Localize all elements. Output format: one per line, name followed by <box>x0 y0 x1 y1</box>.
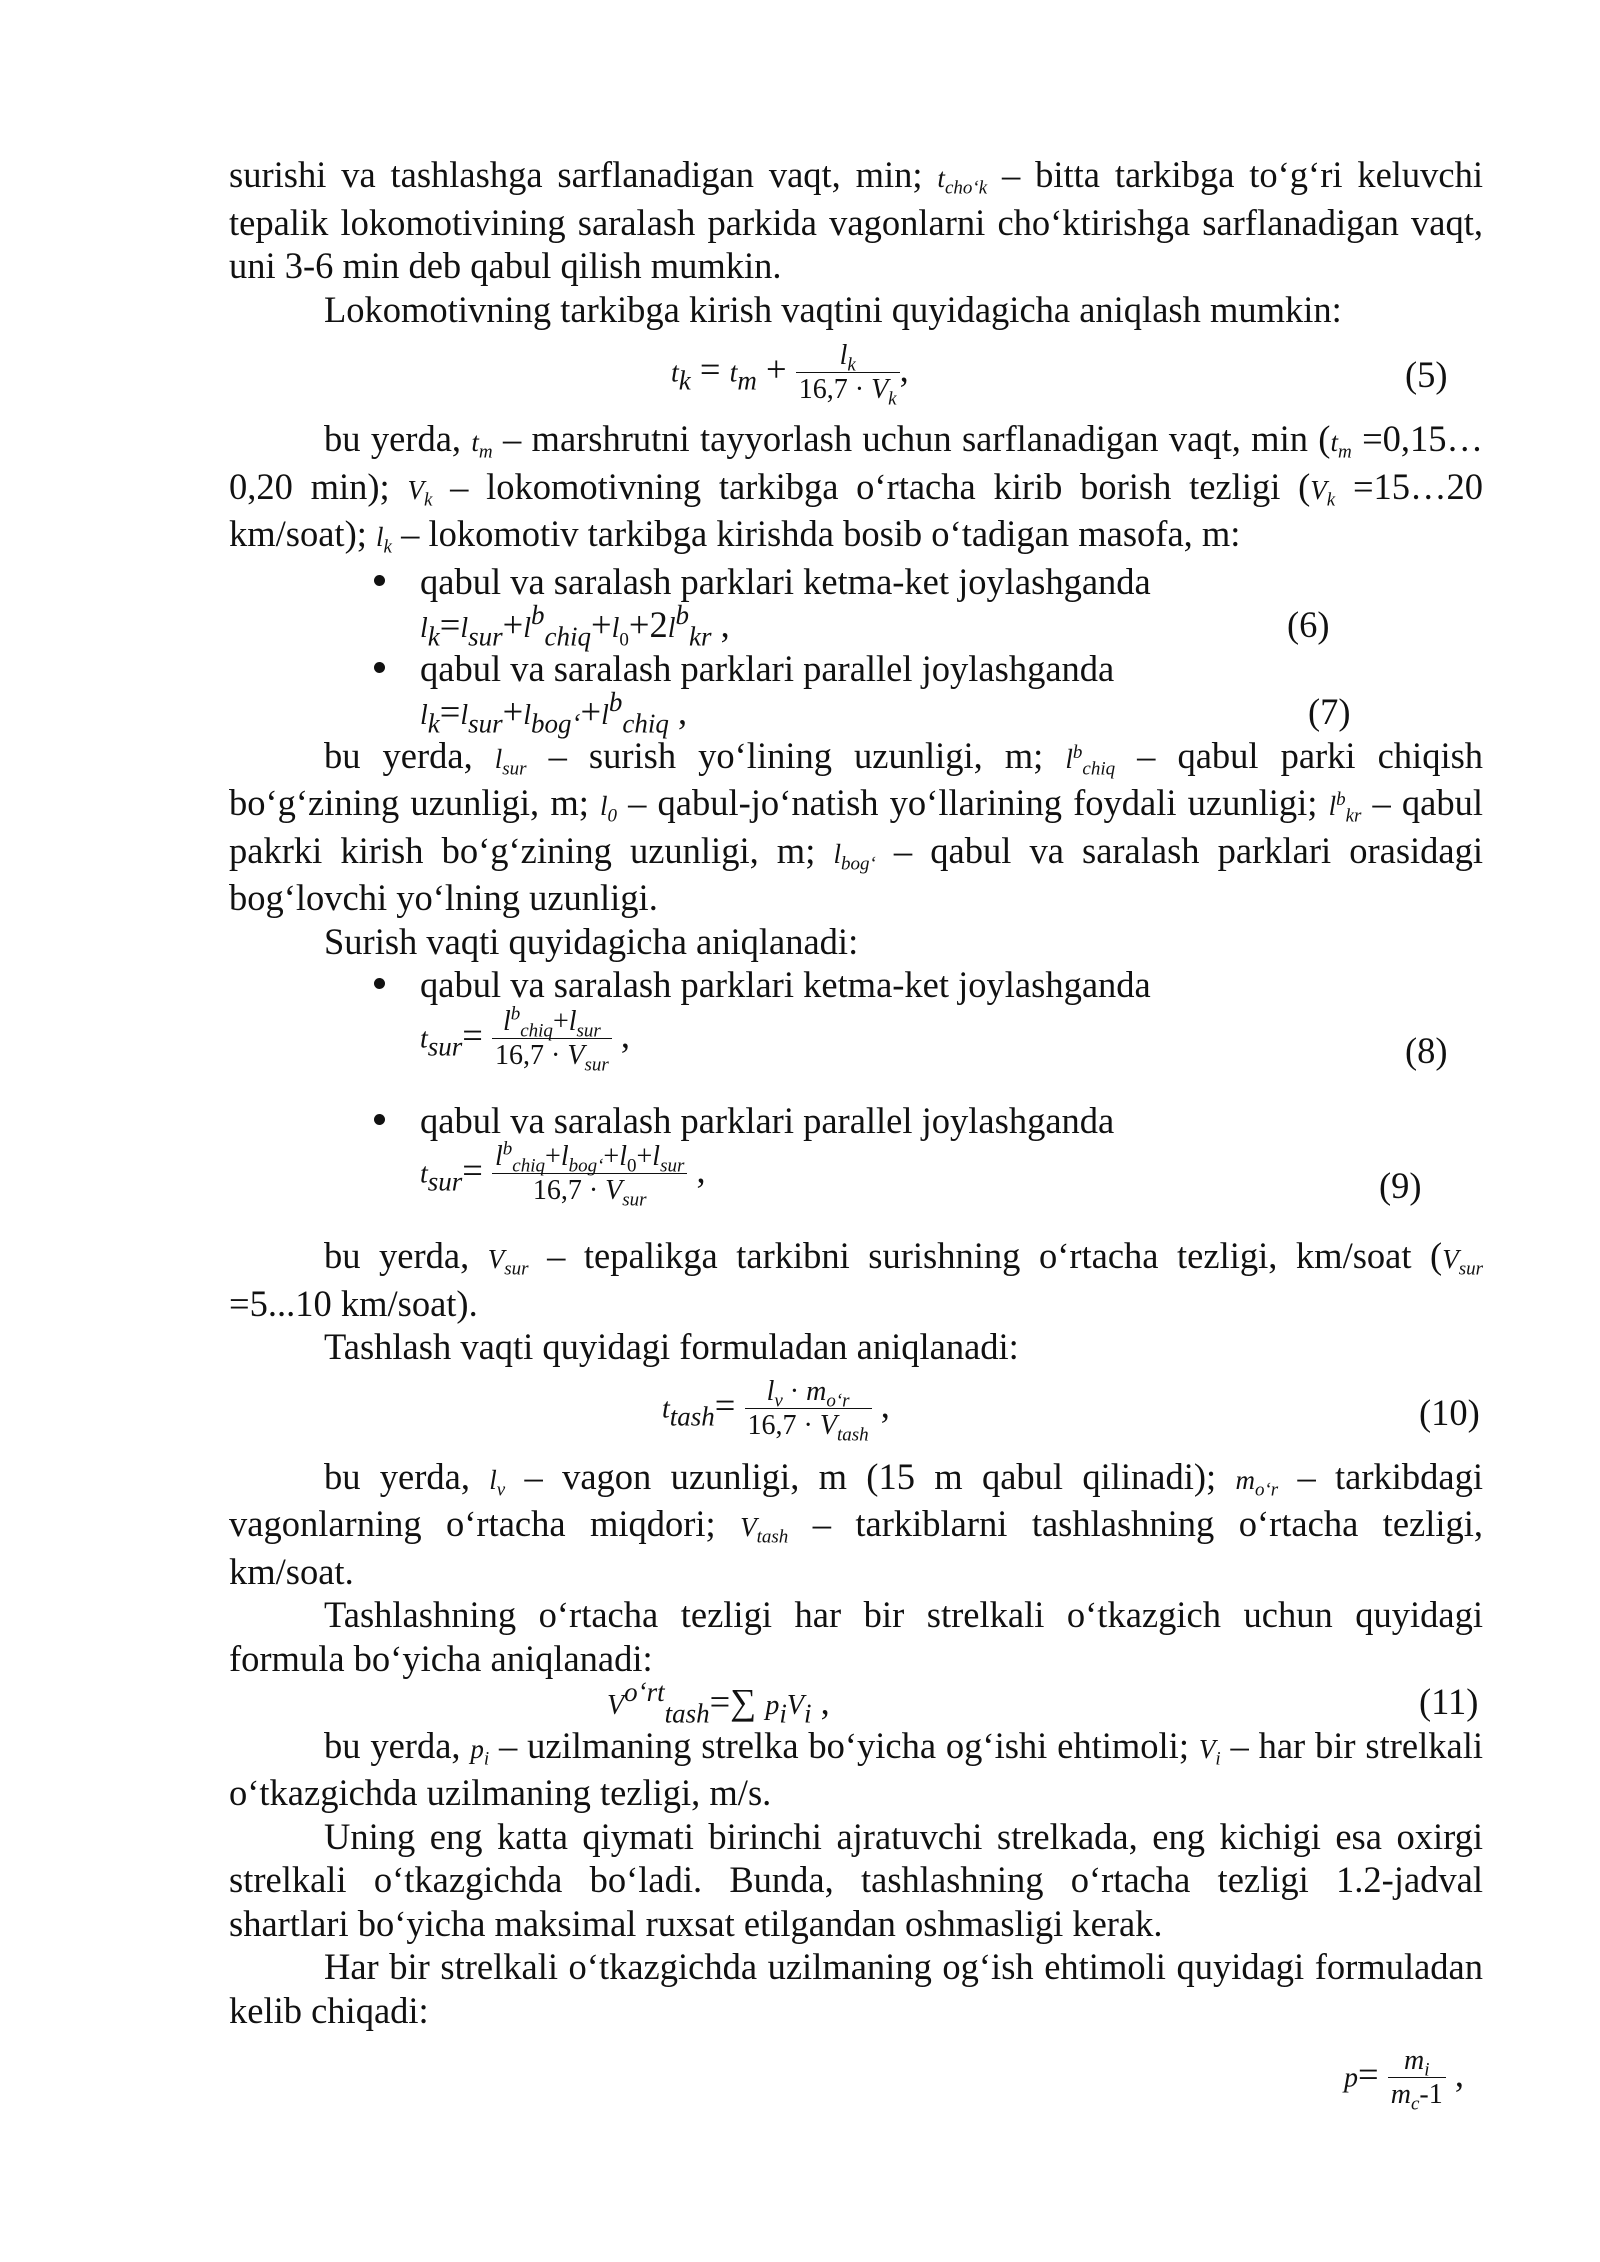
formula-8: $t_{sur}=$ $\frac{l^b_{chiq}+l_{sur}}{16,7 \cdot V_{sur}}$ , (8) <box>420 1003 1448 1076</box>
formula-6: $l_k=l_{sur}+l^b_{chiq}+l_0+2l^b_{kr}$ , (6) <box>420 599 1330 652</box>
paragraph-8: bu yerda, $l_v$ – vagon uzunligi, m (15 m qabul qilinadi); $m_{o‘r}$ – tarkibdagi vagonlarning o‘rtacha miqdori; $V_{tash}$ – tarkiblarni tashlashning o‘rtacha tezligi, km/soat. <box>229 1455 1484 1592</box>
formula-10: $t_{tash}=$ $\frac{l_v \cdot m_{o‘r}}{16,7 \cdot V_{tash}}$ , (10) <box>662 1375 1480 1446</box>
bullet-dot <box>374 978 385 989</box>
paragraph-4: bu yerda, $l_{sur}$ – surish yo‘lining uzunligi, m; $l^b_{chiq}$ – qabul parki chiqish bo‘g‘zining uzunligi, m; $l_0$ – qabul-jo‘natish yo‘llarining foydali uzunligi; $l^b_{kr}$ – qabul pakrki kirish bo‘g‘zining uzunligi, m; $l_{bog‘}$ – qabul va saralash parklari orasidagi bog‘lovchi yo‘lning uzunligi. <box>229 734 1484 918</box>
eq-number-9: (9) <box>1379 1165 1422 1206</box>
bullet-item-3: qabul va saralash parklari ketma-ket joylashganda <box>229 963 1483 1007</box>
eq-number-7: (7) <box>1308 691 1351 732</box>
paragraph-1: surishi va tashlashga sarflanadigan vaqt, min; $t_{cho‘k}$ – bitta tarkibga to‘g‘ri keluvchi tepalik lokomotivining saralash parkida vagonlarni cho‘ktirishga sarflanadigan vaqt, uni 3-6 min deb qabul qilish mumkin. <box>229 154 1484 286</box>
bullet-item-4: qabul va saralash parklari parallel joylashganda <box>229 1099 1483 1143</box>
var-t-chok: $t_{cho‘k}$ <box>937 163 988 199</box>
paragraph-10: bu yerda, $p_i$ – uzilmaning strelka bo‘yicha og‘ishi ehtimoli; $V_i$ – har bir strelkali o‘tkazgichda uzilmaning tezligi, m/s. <box>229 1724 1484 1813</box>
eq-number-6: (6) <box>1287 604 1330 645</box>
bullet-dot <box>374 1114 385 1125</box>
formula-7: $l_k=l_{sur}+l_{bog‘}+l^b_{chiq}$ , (7) <box>420 686 1351 739</box>
eq-number-10: (10) <box>1419 1391 1480 1433</box>
eq-number-8: (8) <box>1405 1029 1448 1071</box>
paragraph-12: Har bir strelkali o‘tkazgichda uzilmaning og‘ish ehtimoli quyidagi formuladan kelib chiqadi: <box>229 1946 1483 2031</box>
formula-11: $V^{o‘rt}_{tash}=\sum$ $p_iV_i$ , (11) <box>607 1676 1479 1729</box>
eq-number-11: (11) <box>1419 1681 1479 1722</box>
eq-number-5: (5) <box>1405 354 1448 395</box>
paragraph-9: Tashlashning o‘rtacha tezligi har bir strelkali o‘tkazgich uchun quyidagi formula bo‘yicha aniqlanadi: <box>229 1594 1483 1679</box>
formula-12: p= $\frac{m_i}{m_c-1}$ , <box>1344 2045 1464 2115</box>
bullet-item-1: qabul va saralash parklari ketma-ket joylashganda <box>229 560 1483 604</box>
bullet-dot <box>374 575 385 586</box>
paragraph-11: Uning eng katta qiymati birinchi ajratuvchi strelkada, eng kichigi esa oxirgi strelkali o‘tkazgichda bo‘ladi. Bunda, tashlashning o‘rtacha tezligi 1.2-jadval shartlari bo‘yicha maksimal ruxsat etilgandan oshmasligi kerak. <box>229 1815 1483 1944</box>
formula-9: $t_{sur}=$ $\frac{l^b_{chiq}+l_{bog‘}+l_0+l_{sur}}{16,7 \cdot V_{sur}}$ , (9) <box>420 1138 1422 1211</box>
paragraph-7: Tashlash vaqti quyidagi formuladan aniqlanadi: <box>324 1326 1019 1367</box>
bullet-dot <box>374 662 385 673</box>
paragraph-5: Surish vaqti quyidagicha aniqlanadi: <box>324 920 859 962</box>
paragraph-3: bu yerda, $t_m$ – marshrutni tayyorlash uchun sarflanadigan vaqt, $\min (t_m$ =0,15…0,20 min); $V_k$ – lokomotivning tarkibga o‘rtacha kirib borish tezligi ($V_k$ =15…20 km/soat); $l_k$ – lokomotiv tarkibga kirishda bosib o‘tadigan masofa, m: <box>229 418 1484 558</box>
paragraph-2: Lokomotivning tarkibga kirish vaqtini quyidagicha aniqlash mumkin: <box>324 288 1342 330</box>
paragraph-6: bu yerda, $V_{sur}$ – tepalikga tarkibni surishning o‘rtacha tezligi, km/soat ($V_{sur} =5...10$ km/soat). <box>229 1235 1483 1324</box>
bullet-item-2: qabul va saralash parklari parallel joylashganda <box>229 647 1483 691</box>
formula-5: $t_k = t_m$ + $\frac{l_k}{16,7 \cdot V_k}$ , (5) <box>671 340 1448 410</box>
document-body <box>229 153 1483 2118</box>
